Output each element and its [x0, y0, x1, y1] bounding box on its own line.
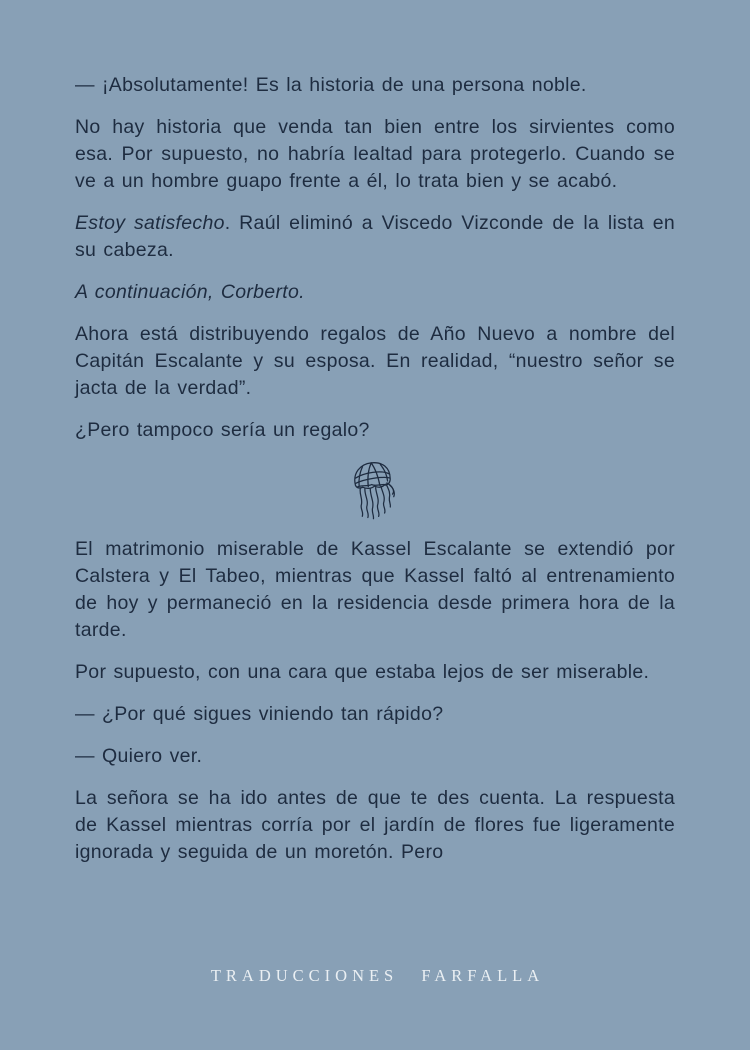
- paragraph: [75, 785, 675, 866]
- body-text: — Quiero ver.: [75, 745, 203, 767]
- paragraph: [75, 72, 675, 99]
- body-text: No hay historia que venda tan bien entre los sirvientes como esa. Por supuesto, no habría lealtad para protegerlo. Cuando se ve a un hombre guapo frente a él, lo trata bien y se acabó.: [75, 116, 675, 192]
- paragraph: [75, 659, 675, 686]
- paragraph: [75, 210, 675, 264]
- jellyfish-ornament-icon: [345, 456, 405, 524]
- body-text: — ¿Por qué sigues viniendo tan rápido?: [75, 703, 444, 725]
- paragraph-group-bottom: [75, 536, 675, 866]
- body-text: La señora se ha ido antes de que te des cuenta. La respuesta de Kassel mientras corría por el jardín de flores fue ligeramente ignorada y seguida de un moretón. Pero: [75, 787, 675, 863]
- paragraph: [75, 417, 675, 444]
- body-text: Por supuesto, con una cara que estaba lejos de ser miserable.: [75, 661, 650, 683]
- body-text: Ahora está distribuyendo regalos de Año Nuevo a nombre del Capitán Escalante y su esposa. En realidad, “nuestro señor se jacta de la verdad”.: [75, 323, 675, 399]
- italic-text: A continuación, Corberto.: [75, 281, 305, 303]
- paragraph: [75, 114, 675, 195]
- ornament-container: [75, 459, 675, 522]
- body-text-column: [75, 72, 675, 881]
- paragraph: [75, 536, 675, 644]
- paragraph: [75, 321, 675, 402]
- body-text: . Raúl eliminó a Viscedo Vizconde de la lista en su cabeza.: [75, 212, 675, 261]
- paragraph: [75, 701, 675, 728]
- body-text: — ¡Absolutamente! Es la historia de una persona noble.: [75, 74, 587, 96]
- paragraph-group-top: [75, 72, 675, 444]
- paragraph: [75, 279, 675, 306]
- italic-text: Estoy satisfecho: [75, 212, 225, 234]
- body-text: ¿Pero tampoco sería un regalo?: [75, 419, 370, 441]
- paragraph: [75, 743, 675, 770]
- body-text: El matrimonio miserable de Kassel Escalante se extendió por Calstera y El Tabeo, mientras que Kassel faltó al entrenamiento de hoy y permaneció en la residencia desde primera hora de la tarde.: [75, 538, 675, 641]
- footer-brand: TRADUCCIONES FARFALLA: [210, 966, 545, 985]
